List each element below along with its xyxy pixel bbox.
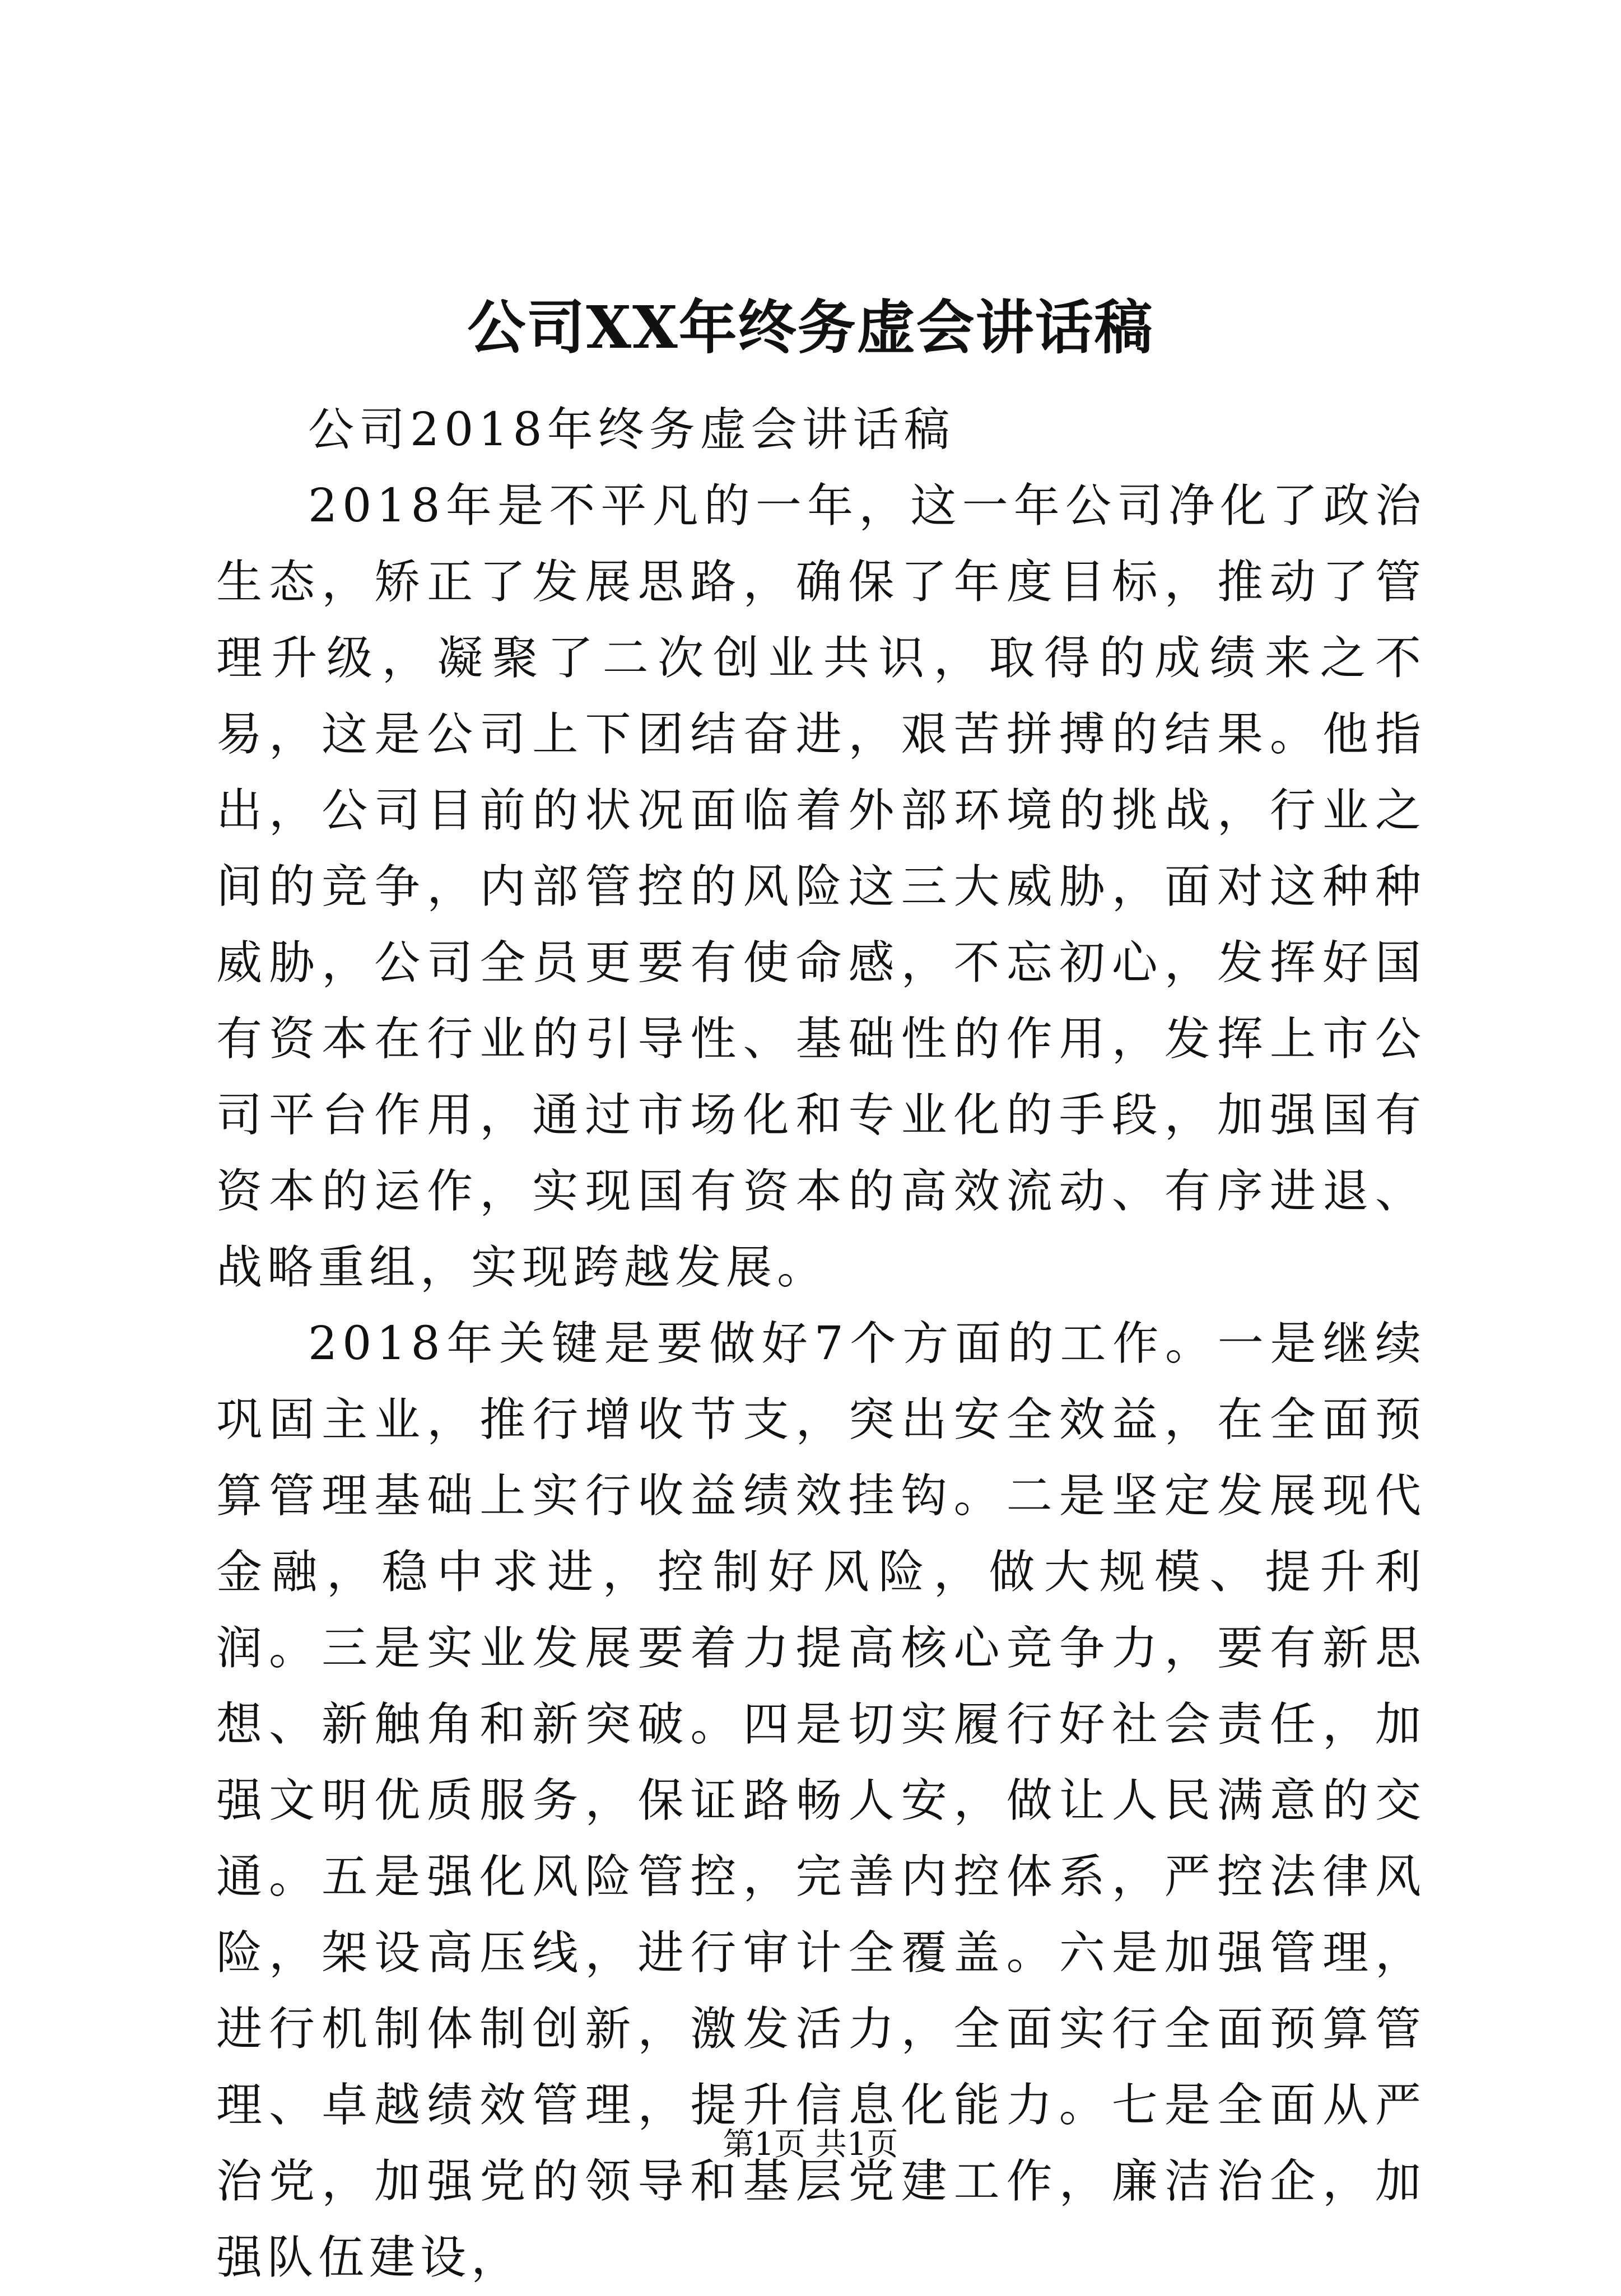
- paragraph-1: 2018年是不平凡的一年，这一年公司净化了政治生态，矫正了发展思路，确保了年度目标，推动了管理升级，凝聚了二次创业共识，取得的成绩来之不易，这是公司上下团结奋进，艰苦拼搏的结果。他指出，公司目前的状况面临着外部环境的挑战，行业之间的竞争，内部管控的风险这三大威胁，面对这种种威胁，公司全员更要有使命感，不忘初心，发挥好国有资本在行业的引导性、基础性的作用，发挥上市公司平台作用，通过市场化和专业化的手段，加强国有资本的运作，实现国有资本的高效流动、有序进退、战略重组，实现跨越发展。: [216, 479, 1426, 1294]
- page-footer: 第1页 共1页: [723, 2126, 898, 2163]
- document-title: 公司XX年终务虚会讲话稿: [467, 293, 1154, 362]
- document-body: [216, 392, 1426, 2296]
- paragraph-2: 2018年关键是要做好7个方面的工作。一是继续巩固主业，推行增收节支，突出安全效益，在全面预算管理基础上实行收益绩效挂钩。二是坚定发展现代金融，稳中求进，控制好风险，做大规模、提升利润。三是实业发展要着力提高核心竞争力，要有新思想、新触角和新突破。四是切实履行好社会责任，加强文明优质服务，保证路畅人安，做让人民满意的交通。五是强化风险管控，完善内控体系，严控法律风险，架设高压线，进行审计全覆盖。六是加强管理，进行机制体制创新，激发活力，全面实行全面预算管理、卓越绩效管理，提升信息化能力。七是全面从严治党，加强党的领导和基层党建工作，廉洁治企，加强队伍建设，: [216, 1317, 1426, 2284]
- paragraph-subtitle: 公司2018年终务虚会讲话稿: [308, 403, 955, 456]
